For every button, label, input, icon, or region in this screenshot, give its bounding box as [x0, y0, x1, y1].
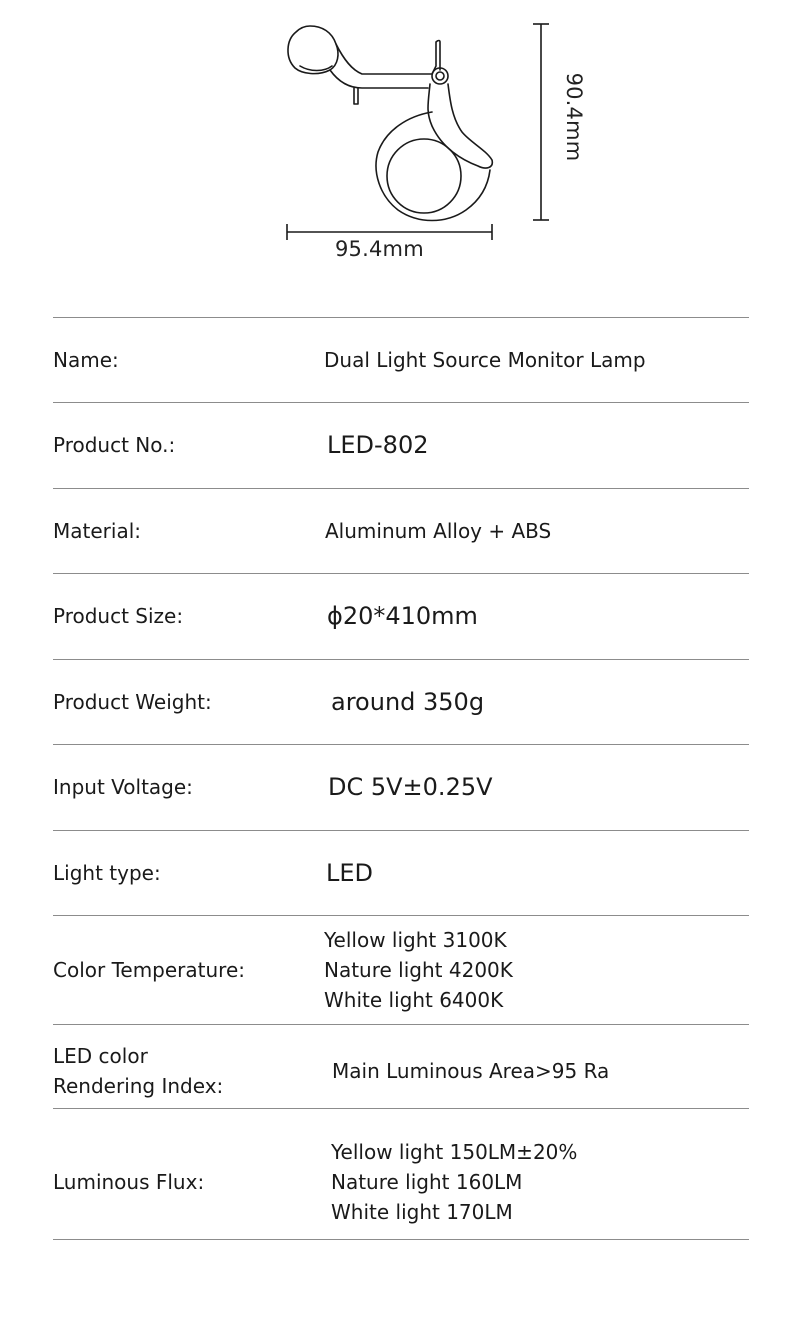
- spec-value-material: Aluminum Alloy + ABS: [325, 519, 552, 543]
- table-divider: [53, 1108, 749, 1109]
- table-divider: [53, 317, 749, 318]
- table-divider: [53, 659, 749, 660]
- spec-value-color-temperature: [324, 925, 513, 1015]
- spec-value-product-no: LED-802: [327, 431, 429, 459]
- color-temperature-line: White light 6400K: [324, 988, 504, 1012]
- table-divider: [53, 488, 749, 489]
- spec-label-rendering-index: LED color Rendering Index:: [53, 1044, 224, 1098]
- spec-label-input-voltage: Input Voltage:: [53, 775, 193, 799]
- spec-value-product-size: ϕ20*410mm: [327, 602, 478, 630]
- table-divider: [53, 1024, 749, 1025]
- spec-label-light-type: Light type:: [53, 861, 161, 885]
- table-divider: [53, 830, 749, 831]
- table-divider: [53, 1239, 749, 1240]
- table-divider: [53, 744, 749, 745]
- spec-label-material: Material:: [53, 519, 141, 543]
- luminous-flux-line: White light 170LM: [331, 1200, 513, 1224]
- spec-label-luminous-flux: Luminous Flux:: [53, 1170, 205, 1194]
- luminous-flux-line: Yellow light 150LM±20%: [331, 1140, 578, 1164]
- table-divider: [53, 915, 749, 916]
- spec-value-name: Dual Light Source Monitor Lamp: [324, 348, 646, 372]
- spec-label-color-temperature: Color Temperature:: [53, 958, 246, 982]
- spec-label-product-size: Product Size:: [53, 604, 184, 628]
- spec-value-product-weight: around 350g: [331, 688, 485, 716]
- spec-label-product-weight: Product Weight:: [53, 690, 212, 714]
- table-divider: [53, 402, 749, 403]
- color-temperature-line: Yellow light 3100K: [324, 928, 507, 952]
- table-divider: [53, 573, 749, 574]
- spec-value-input-voltage: DC 5V±0.25V: [328, 773, 493, 801]
- height-dimension: 90.4mm: [562, 72, 586, 162]
- spec-value-luminous-flux: [331, 1137, 577, 1227]
- spec-label-name: Name:: [53, 348, 119, 372]
- spec-value-light-type: LED: [326, 859, 374, 887]
- color-temperature-line: Nature light 4200K: [324, 958, 513, 982]
- spec-value-rendering-index: Main Luminous Area>95 Ra: [332, 1059, 610, 1083]
- width-dimension: 95.4mm: [335, 237, 424, 261]
- luminous-flux-line: Nature light 160LM: [331, 1170, 523, 1194]
- spec-label-product-no: Product No.:: [53, 433, 176, 457]
